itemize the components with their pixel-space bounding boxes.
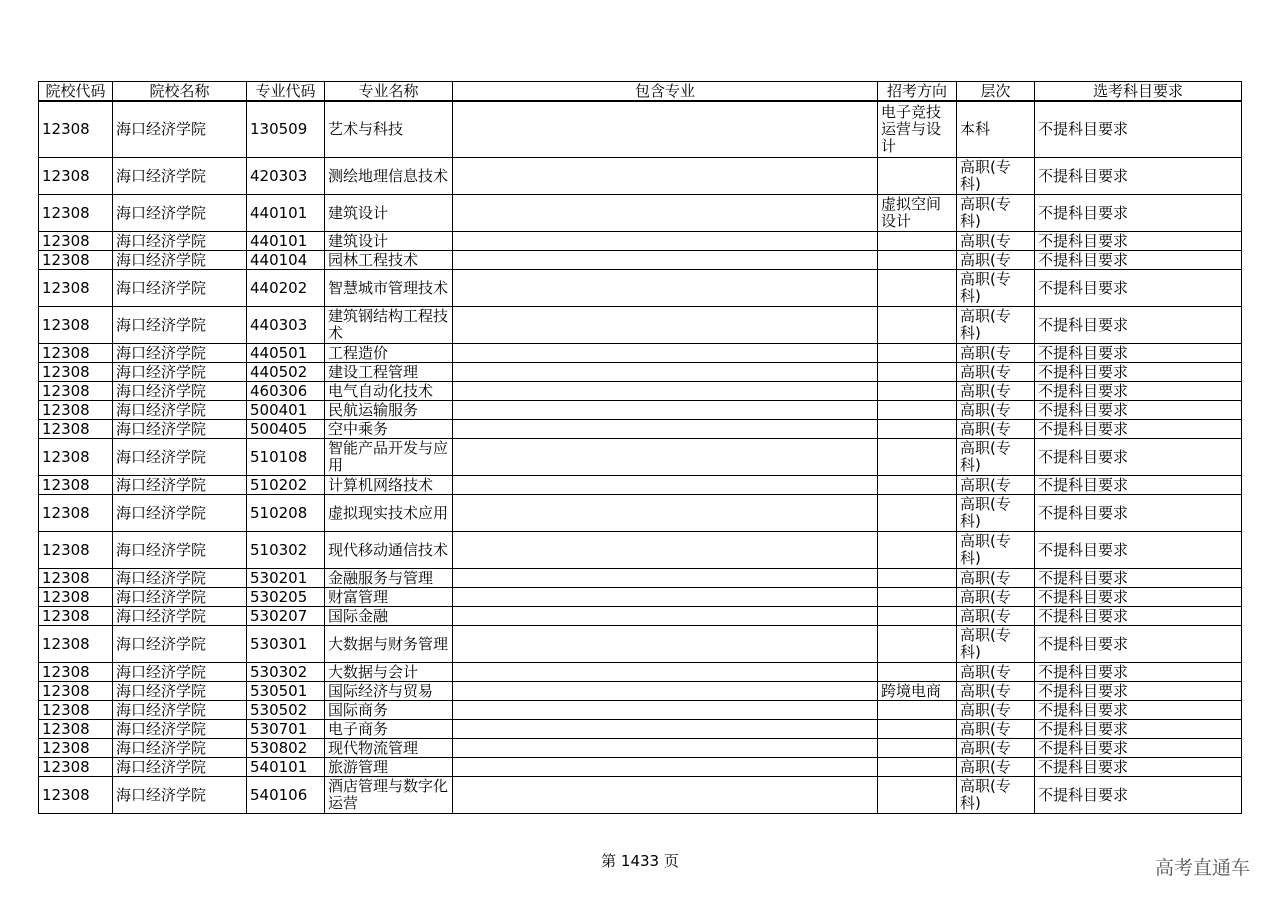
school-name-cell: 海口经济学院	[113, 158, 247, 195]
table-row	[39, 682, 1242, 701]
table-row	[39, 158, 1242, 195]
requirement-cell: 不提科目要求	[1035, 420, 1242, 439]
table-row	[39, 720, 1242, 739]
major-code-cell: 510208	[247, 495, 325, 532]
major-name-cell: 空中乘务	[325, 420, 453, 439]
requirement-cell: 不提科目要求	[1035, 739, 1242, 758]
requirement-cell: 不提科目要求	[1035, 607, 1242, 626]
header-subject-requirement: 选考科目要求	[1035, 82, 1242, 102]
major-name-cell: 电气自动化技术	[325, 382, 453, 401]
table-row	[39, 569, 1242, 588]
major-code-cell: 420303	[247, 158, 325, 195]
school-name-cell: 海口经济学院	[113, 720, 247, 739]
page-number: 第 1433 页	[601, 852, 679, 870]
major-name-cell: 国际金融	[325, 607, 453, 626]
school-name-cell: 海口经济学院	[113, 495, 247, 532]
direction-cell	[878, 495, 957, 532]
major-code-cell: 530205	[247, 588, 325, 607]
requirement-cell: 不提科目要求	[1035, 158, 1242, 195]
major-code-cell: 460306	[247, 382, 325, 401]
admissions-table	[38, 81, 1242, 814]
table-row	[39, 495, 1242, 532]
direction-cell: 虚拟空间设计	[878, 195, 957, 232]
major-code-cell: 530201	[247, 569, 325, 588]
major-code-cell: 540106	[247, 777, 325, 814]
major-name-cell: 智慧城市管理技术	[325, 270, 453, 307]
included-majors-cell	[453, 476, 878, 495]
school-name-cell: 海口经济学院	[113, 382, 247, 401]
requirement-cell: 不提科目要求	[1035, 626, 1242, 663]
major-name-cell: 园林工程技术	[325, 251, 453, 270]
requirement-cell: 不提科目要求	[1035, 307, 1242, 344]
major-name-cell: 智能产品开发与应用	[325, 439, 453, 476]
requirement-cell: 不提科目要求	[1035, 232, 1242, 251]
school-name-cell: 海口经济学院	[113, 607, 247, 626]
major-name-cell: 金融服务与管理	[325, 569, 453, 588]
included-majors-cell	[453, 420, 878, 439]
major-code-cell: 530207	[247, 607, 325, 626]
table-row	[39, 626, 1242, 663]
school-name-cell: 海口经济学院	[113, 777, 247, 814]
direction-cell	[878, 439, 957, 476]
requirement-cell: 不提科目要求	[1035, 569, 1242, 588]
requirement-cell: 不提科目要求	[1035, 101, 1242, 158]
level-cell: 高职(专	[957, 701, 1035, 720]
requirement-cell: 不提科目要求	[1035, 439, 1242, 476]
major-code-cell: 440101	[247, 195, 325, 232]
included-majors-cell	[453, 626, 878, 663]
level-cell: 高职(专科)	[957, 495, 1035, 532]
included-majors-cell	[453, 495, 878, 532]
major-code-cell: 540101	[247, 758, 325, 777]
header-school-code: 院校代码	[39, 82, 113, 102]
major-code-cell: 440501	[247, 344, 325, 363]
included-majors-cell	[453, 739, 878, 758]
school-code-cell: 12308	[39, 607, 113, 626]
school-code-cell: 12308	[39, 401, 113, 420]
included-majors-cell	[453, 158, 878, 195]
major-name-cell: 测绘地理信息技术	[325, 158, 453, 195]
school-code-cell: 12308	[39, 682, 113, 701]
school-name-cell: 海口经济学院	[113, 232, 247, 251]
level-cell: 高职(专科)	[957, 158, 1035, 195]
direction-cell	[878, 720, 957, 739]
table-row	[39, 270, 1242, 307]
direction-cell	[878, 532, 957, 569]
included-majors-cell	[453, 307, 878, 344]
level-cell: 高职(专科)	[957, 532, 1035, 569]
table-row	[39, 401, 1242, 420]
table-row	[39, 382, 1242, 401]
requirement-cell: 不提科目要求	[1035, 363, 1242, 382]
major-name-cell: 大数据与会计	[325, 663, 453, 682]
school-code-cell: 12308	[39, 232, 113, 251]
table-body	[39, 101, 1242, 814]
school-code-cell: 12308	[39, 663, 113, 682]
school-code-cell: 12308	[39, 420, 113, 439]
major-name-cell: 酒店管理与数字化运营	[325, 777, 453, 814]
school-name-cell: 海口经济学院	[113, 420, 247, 439]
requirement-cell: 不提科目要求	[1035, 382, 1242, 401]
direction-cell	[878, 307, 957, 344]
table-row	[39, 101, 1242, 158]
table-row	[39, 363, 1242, 382]
major-code-cell: 500405	[247, 420, 325, 439]
school-name-cell: 海口经济学院	[113, 363, 247, 382]
level-cell: 高职(专科)	[957, 777, 1035, 814]
major-code-cell: 440202	[247, 270, 325, 307]
school-code-cell: 12308	[39, 195, 113, 232]
major-code-cell: 440502	[247, 363, 325, 382]
major-name-cell: 旅游管理	[325, 758, 453, 777]
included-majors-cell	[453, 777, 878, 814]
level-cell: 高职(专	[957, 720, 1035, 739]
school-code-cell: 12308	[39, 495, 113, 532]
level-cell: 高职(专	[957, 382, 1035, 401]
major-name-cell: 建筑设计	[325, 195, 453, 232]
table-row	[39, 663, 1242, 682]
direction-cell	[878, 777, 957, 814]
school-code-cell: 12308	[39, 307, 113, 344]
school-code-cell: 12308	[39, 363, 113, 382]
requirement-cell: 不提科目要求	[1035, 495, 1242, 532]
level-cell: 高职(专	[957, 663, 1035, 682]
header-major-name: 专业名称	[325, 82, 453, 102]
school-name-cell: 海口经济学院	[113, 663, 247, 682]
included-majors-cell	[453, 532, 878, 569]
level-cell: 高职(专	[957, 739, 1035, 758]
table-row	[39, 251, 1242, 270]
major-code-cell: 510108	[247, 439, 325, 476]
table-header-row	[39, 82, 1242, 102]
major-name-cell: 财富管理	[325, 588, 453, 607]
direction-cell	[878, 607, 957, 626]
table-row	[39, 701, 1242, 720]
included-majors-cell	[453, 101, 878, 158]
requirement-cell: 不提科目要求	[1035, 758, 1242, 777]
level-cell: 高职(专	[957, 682, 1035, 701]
header-major-code: 专业代码	[247, 82, 325, 102]
school-name-cell: 海口经济学院	[113, 758, 247, 777]
requirement-cell: 不提科目要求	[1035, 270, 1242, 307]
school-code-cell: 12308	[39, 439, 113, 476]
major-name-cell: 现代物流管理	[325, 739, 453, 758]
school-name-cell: 海口经济学院	[113, 476, 247, 495]
school-name-cell: 海口经济学院	[113, 401, 247, 420]
major-code-cell: 510202	[247, 476, 325, 495]
school-name-cell: 海口经济学院	[113, 569, 247, 588]
requirement-cell: 不提科目要求	[1035, 344, 1242, 363]
level-cell: 高职(专	[957, 251, 1035, 270]
major-name-cell: 国际经济与贸易	[325, 682, 453, 701]
table-row	[39, 532, 1242, 569]
requirement-cell: 不提科目要求	[1035, 588, 1242, 607]
table-row	[39, 758, 1242, 777]
level-cell: 高职(专	[957, 588, 1035, 607]
table-row	[39, 344, 1242, 363]
direction-cell	[878, 758, 957, 777]
school-code-cell: 12308	[39, 588, 113, 607]
direction-cell	[878, 420, 957, 439]
school-name-cell: 海口经济学院	[113, 532, 247, 569]
table-row	[39, 777, 1242, 814]
requirement-cell: 不提科目要求	[1035, 476, 1242, 495]
table-row	[39, 607, 1242, 626]
requirement-cell: 不提科目要求	[1035, 401, 1242, 420]
direction-cell	[878, 663, 957, 682]
included-majors-cell	[453, 344, 878, 363]
direction-cell	[878, 232, 957, 251]
watermark: 高考直通车	[1154, 857, 1250, 879]
major-code-cell: 440101	[247, 232, 325, 251]
included-majors-cell	[453, 588, 878, 607]
direction-cell	[878, 344, 957, 363]
major-code-cell: 500401	[247, 401, 325, 420]
direction-cell	[878, 363, 957, 382]
direction-cell	[878, 476, 957, 495]
included-majors-cell	[453, 232, 878, 251]
included-majors-cell	[453, 270, 878, 307]
table-row	[39, 232, 1242, 251]
school-code-cell: 12308	[39, 739, 113, 758]
included-majors-cell	[453, 382, 878, 401]
school-code-cell: 12308	[39, 344, 113, 363]
school-code-cell: 12308	[39, 270, 113, 307]
direction-cell	[878, 588, 957, 607]
direction-cell	[878, 270, 957, 307]
school-name-cell: 海口经济学院	[113, 626, 247, 663]
level-cell: 本科	[957, 101, 1035, 158]
direction-cell	[878, 251, 957, 270]
major-code-cell: 130509	[247, 101, 325, 158]
school-name-cell: 海口经济学院	[113, 270, 247, 307]
header-level: 层次	[957, 82, 1035, 102]
major-code-cell: 440104	[247, 251, 325, 270]
major-code-cell: 530502	[247, 701, 325, 720]
table-row	[39, 739, 1242, 758]
included-majors-cell	[453, 569, 878, 588]
major-name-cell: 计算机网络技术	[325, 476, 453, 495]
major-name-cell: 国际商务	[325, 701, 453, 720]
table-row	[39, 420, 1242, 439]
direction-cell	[878, 401, 957, 420]
major-name-cell: 虚拟现实技术应用	[325, 495, 453, 532]
major-name-cell: 艺术与科技	[325, 101, 453, 158]
direction-cell: 电子竞技运营与设计	[878, 101, 957, 158]
direction-cell: 跨境电商	[878, 682, 957, 701]
included-majors-cell	[453, 701, 878, 720]
school-code-cell: 12308	[39, 251, 113, 270]
school-name-cell: 海口经济学院	[113, 701, 247, 720]
school-code-cell: 12308	[39, 758, 113, 777]
level-cell: 高职(专	[957, 420, 1035, 439]
included-majors-cell	[453, 682, 878, 701]
level-cell: 高职(专	[957, 569, 1035, 588]
included-majors-cell	[453, 195, 878, 232]
requirement-cell: 不提科目要求	[1035, 195, 1242, 232]
school-code-cell: 12308	[39, 101, 113, 158]
requirement-cell: 不提科目要求	[1035, 777, 1242, 814]
school-name-cell: 海口经济学院	[113, 307, 247, 344]
level-cell: 高职(专科)	[957, 195, 1035, 232]
major-name-cell: 民航运输服务	[325, 401, 453, 420]
major-code-cell: 510302	[247, 532, 325, 569]
school-code-cell: 12308	[39, 382, 113, 401]
school-code-cell: 12308	[39, 626, 113, 663]
school-code-cell: 12308	[39, 569, 113, 588]
school-code-cell: 12308	[39, 720, 113, 739]
major-code-cell: 530701	[247, 720, 325, 739]
included-majors-cell	[453, 607, 878, 626]
level-cell: 高职(专	[957, 758, 1035, 777]
table-row	[39, 476, 1242, 495]
major-name-cell: 工程造价	[325, 344, 453, 363]
level-cell: 高职(专	[957, 344, 1035, 363]
requirement-cell: 不提科目要求	[1035, 663, 1242, 682]
school-name-cell: 海口经济学院	[113, 251, 247, 270]
level-cell: 高职(专	[957, 401, 1035, 420]
level-cell: 高职(专科)	[957, 439, 1035, 476]
school-code-cell: 12308	[39, 158, 113, 195]
header-school-name: 院校名称	[113, 82, 247, 102]
level-cell: 高职(专科)	[957, 307, 1035, 344]
school-code-cell: 12308	[39, 532, 113, 569]
table-row	[39, 588, 1242, 607]
major-code-cell: 530301	[247, 626, 325, 663]
major-name-cell: 建筑钢结构工程技术	[325, 307, 453, 344]
major-name-cell: 建筑设计	[325, 232, 453, 251]
school-name-cell: 海口经济学院	[113, 739, 247, 758]
included-majors-cell	[453, 401, 878, 420]
direction-cell	[878, 739, 957, 758]
included-majors-cell	[453, 251, 878, 270]
table-row	[39, 439, 1242, 476]
school-code-cell: 12308	[39, 701, 113, 720]
major-code-cell: 440303	[247, 307, 325, 344]
requirement-cell: 不提科目要求	[1035, 532, 1242, 569]
major-code-cell: 530501	[247, 682, 325, 701]
level-cell: 高职(专	[957, 607, 1035, 626]
included-majors-cell	[453, 758, 878, 777]
header-included-majors: 包含专业	[453, 82, 878, 102]
major-code-cell: 530302	[247, 663, 325, 682]
table-row	[39, 307, 1242, 344]
included-majors-cell	[453, 439, 878, 476]
school-code-cell: 12308	[39, 777, 113, 814]
requirement-cell: 不提科目要求	[1035, 682, 1242, 701]
requirement-cell: 不提科目要求	[1035, 251, 1242, 270]
direction-cell	[878, 626, 957, 663]
direction-cell	[878, 158, 957, 195]
level-cell: 高职(专科)	[957, 270, 1035, 307]
major-name-cell: 现代移动通信技术	[325, 532, 453, 569]
school-name-cell: 海口经济学院	[113, 195, 247, 232]
school-name-cell: 海口经济学院	[113, 344, 247, 363]
level-cell: 高职(专	[957, 363, 1035, 382]
header-direction: 招考方向	[878, 82, 957, 102]
major-code-cell: 530802	[247, 739, 325, 758]
table-row	[39, 195, 1242, 232]
direction-cell	[878, 569, 957, 588]
major-name-cell: 电子商务	[325, 720, 453, 739]
included-majors-cell	[453, 363, 878, 382]
major-name-cell: 大数据与财务管理	[325, 626, 453, 663]
level-cell: 高职(专科)	[957, 626, 1035, 663]
direction-cell	[878, 382, 957, 401]
level-cell: 高职(专	[957, 232, 1035, 251]
requirement-cell: 不提科目要求	[1035, 720, 1242, 739]
included-majors-cell	[453, 663, 878, 682]
school-name-cell: 海口经济学院	[113, 682, 247, 701]
direction-cell	[878, 701, 957, 720]
included-majors-cell	[453, 720, 878, 739]
level-cell: 高职(专	[957, 476, 1035, 495]
school-name-cell: 海口经济学院	[113, 588, 247, 607]
major-name-cell: 建设工程管理	[325, 363, 453, 382]
school-name-cell: 海口经济学院	[113, 439, 247, 476]
school-name-cell: 海口经济学院	[113, 101, 247, 158]
school-code-cell: 12308	[39, 476, 113, 495]
requirement-cell: 不提科目要求	[1035, 701, 1242, 720]
